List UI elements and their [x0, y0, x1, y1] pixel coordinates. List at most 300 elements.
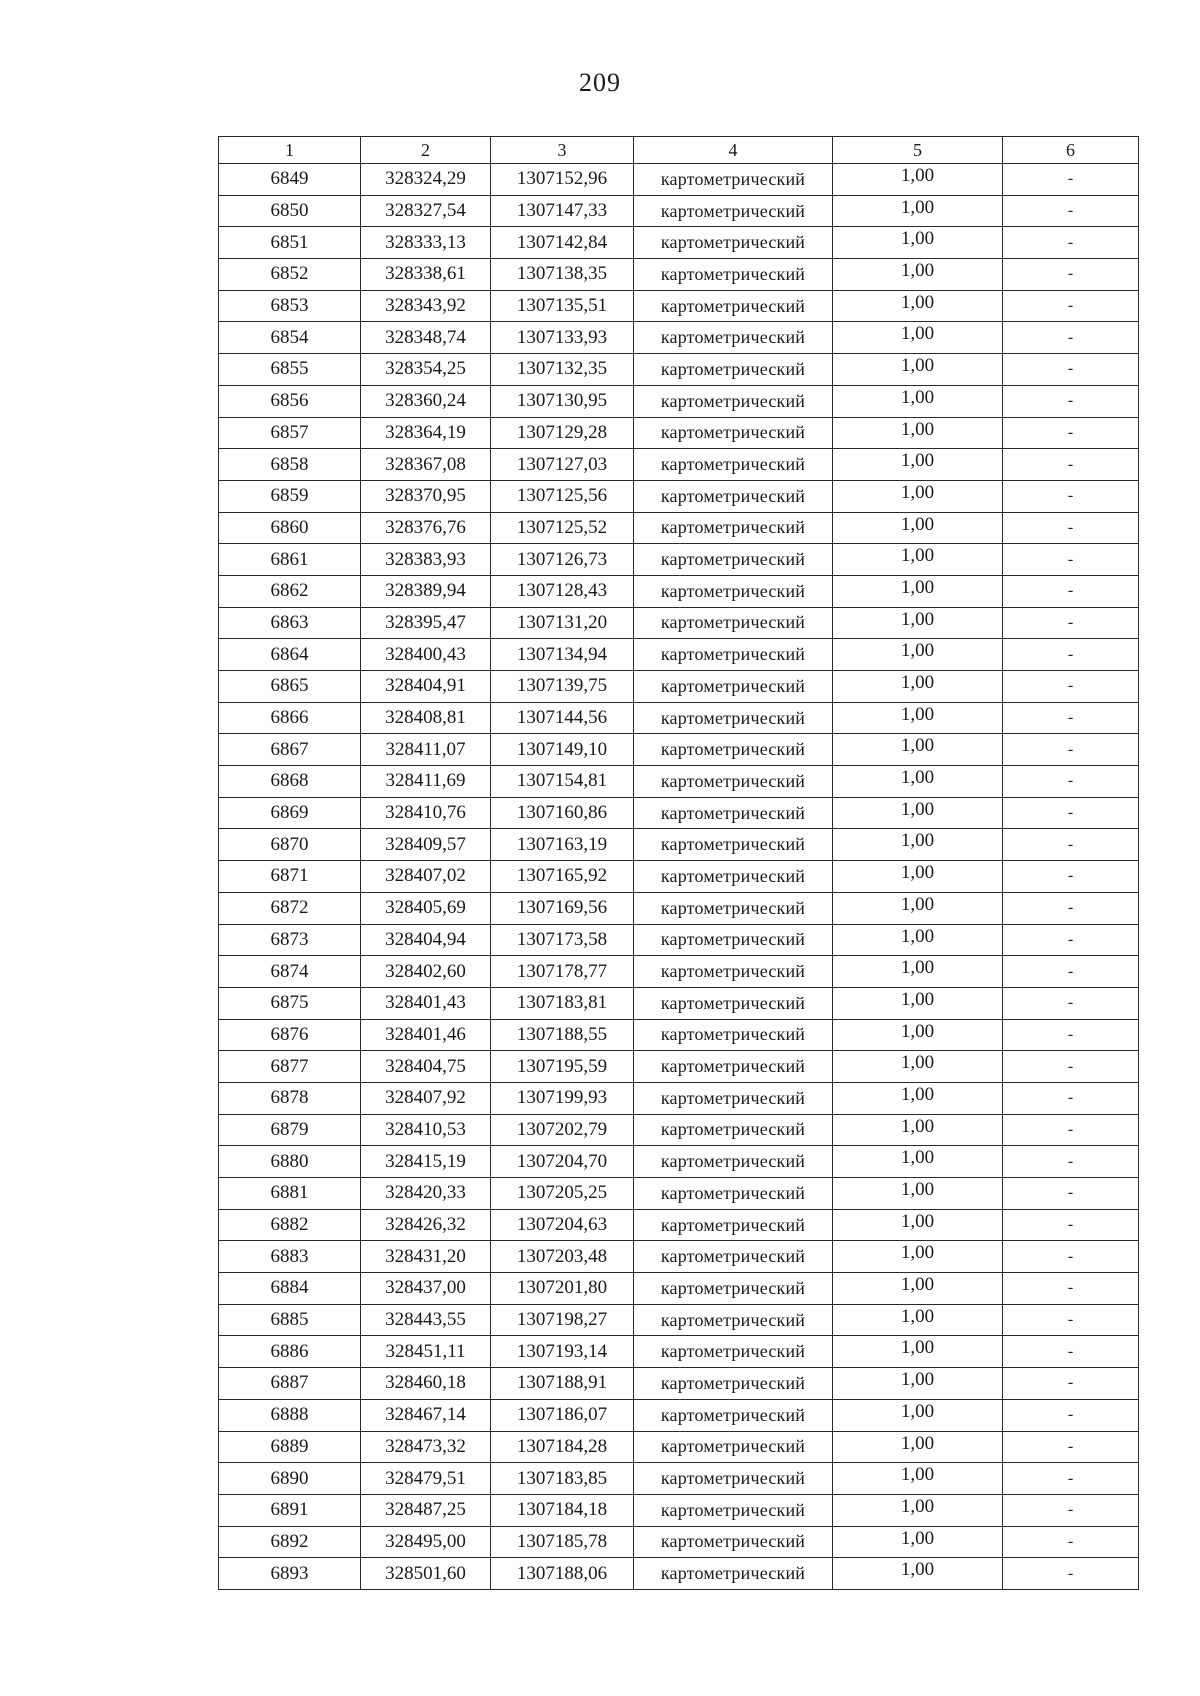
accuracy-cell: 1,00	[833, 385, 1003, 417]
accuracy-cell: 1,00	[833, 702, 1003, 734]
y-coordinate-cell: 1307183,85	[491, 1463, 634, 1495]
accuracy-cell: 1,00	[833, 1114, 1003, 1146]
note-cell: -	[1003, 702, 1139, 734]
method-cell: картометрический	[634, 512, 833, 544]
point-number-cell: 6860	[219, 512, 361, 544]
point-number-cell: 6849	[219, 164, 361, 196]
point-number-cell: 6858	[219, 449, 361, 481]
accuracy-cell: 1,00	[833, 195, 1003, 227]
x-coordinate-cell: 328495,00	[361, 1526, 491, 1558]
table-row	[219, 1082, 1139, 1114]
method-cell: картометрический	[634, 956, 833, 988]
method-cell: картометрический	[634, 259, 833, 291]
y-coordinate-cell: 1307205,25	[491, 1178, 634, 1210]
method-cell: картометрический	[634, 1241, 833, 1273]
accuracy-cell: 1,00	[833, 987, 1003, 1019]
method-cell: картометрический	[634, 1273, 833, 1305]
x-coordinate-cell: 328410,53	[361, 1114, 491, 1146]
y-coordinate-cell: 1307195,59	[491, 1051, 634, 1083]
column-header-1: 1	[219, 137, 361, 164]
point-number-cell: 6862	[219, 575, 361, 607]
table-row	[219, 1336, 1139, 1368]
note-cell: -	[1003, 1019, 1139, 1051]
point-number-cell: 6853	[219, 290, 361, 322]
point-number-cell: 6878	[219, 1082, 361, 1114]
x-coordinate-cell: 328376,76	[361, 512, 491, 544]
y-coordinate-cell: 1307154,81	[491, 766, 634, 798]
accuracy-cell: 1,00	[833, 1146, 1003, 1178]
table-row	[219, 480, 1139, 512]
accuracy-cell: 1,00	[833, 861, 1003, 893]
point-number-cell: 6877	[219, 1051, 361, 1083]
table-row	[219, 164, 1139, 196]
y-coordinate-cell: 1307147,33	[491, 195, 634, 227]
x-coordinate-cell: 328343,92	[361, 290, 491, 322]
method-cell: картометрический	[634, 1431, 833, 1463]
column-header-6: 6	[1003, 137, 1139, 164]
table-row	[219, 195, 1139, 227]
method-cell: картометрический	[634, 1494, 833, 1526]
x-coordinate-cell: 328467,14	[361, 1399, 491, 1431]
point-number-cell: 6885	[219, 1304, 361, 1336]
table-row	[219, 1178, 1139, 1210]
x-coordinate-cell: 328426,32	[361, 1209, 491, 1241]
method-cell: картометрический	[634, 829, 833, 861]
note-cell: -	[1003, 1241, 1139, 1273]
table-row	[219, 1526, 1139, 1558]
column-header-5: 5	[833, 137, 1003, 164]
y-coordinate-cell: 1307163,19	[491, 829, 634, 861]
accuracy-cell: 1,00	[833, 766, 1003, 798]
x-coordinate-cell: 328408,81	[361, 702, 491, 734]
table-row	[219, 1463, 1139, 1495]
method-cell: картометрический	[634, 1399, 833, 1431]
method-cell: картометрический	[634, 924, 833, 956]
method-cell: картометрический	[634, 195, 833, 227]
point-number-cell: 6859	[219, 480, 361, 512]
table-body	[219, 164, 1139, 1590]
point-number-cell: 6884	[219, 1273, 361, 1305]
point-number-cell: 6880	[219, 1146, 361, 1178]
table-row	[219, 259, 1139, 291]
x-coordinate-cell: 328501,60	[361, 1558, 491, 1590]
method-cell: картометрический	[634, 575, 833, 607]
accuracy-cell: 1,00	[833, 290, 1003, 322]
x-coordinate-cell: 328402,60	[361, 956, 491, 988]
point-number-cell: 6888	[219, 1399, 361, 1431]
point-number-cell: 6861	[219, 544, 361, 576]
point-number-cell: 6863	[219, 607, 361, 639]
point-number-cell: 6857	[219, 417, 361, 449]
coordinates-table	[218, 136, 1139, 1590]
point-number-cell: 6872	[219, 892, 361, 924]
accuracy-cell: 1,00	[833, 1336, 1003, 1368]
table-row	[219, 290, 1139, 322]
method-cell: картометрический	[634, 1526, 833, 1558]
accuracy-cell: 1,00	[833, 1526, 1003, 1558]
method-cell: картометрический	[634, 227, 833, 259]
point-number-cell: 6854	[219, 322, 361, 354]
accuracy-cell: 1,00	[833, 1494, 1003, 1526]
method-cell: картометрический	[634, 1558, 833, 1590]
y-coordinate-cell: 1307125,56	[491, 480, 634, 512]
point-number-cell: 6874	[219, 956, 361, 988]
method-cell: картометрический	[634, 1051, 833, 1083]
y-coordinate-cell: 1307126,73	[491, 544, 634, 576]
y-coordinate-cell: 1307144,56	[491, 702, 634, 734]
table-row	[219, 1209, 1139, 1241]
y-coordinate-cell: 1307134,94	[491, 639, 634, 671]
page-number: 209	[579, 68, 621, 97]
method-cell: картометрический	[634, 1082, 833, 1114]
y-coordinate-cell: 1307160,86	[491, 797, 634, 829]
accuracy-cell: 1,00	[833, 797, 1003, 829]
note-cell: -	[1003, 956, 1139, 988]
table-row	[219, 1051, 1139, 1083]
method-cell: картометрический	[634, 449, 833, 481]
x-coordinate-cell: 328420,33	[361, 1178, 491, 1210]
note-cell: -	[1003, 354, 1139, 386]
method-cell: картометрический	[634, 417, 833, 449]
y-coordinate-cell: 1307169,56	[491, 892, 634, 924]
x-coordinate-cell: 328401,46	[361, 1019, 491, 1051]
accuracy-cell: 1,00	[833, 1019, 1003, 1051]
note-cell: -	[1003, 892, 1139, 924]
note-cell: -	[1003, 671, 1139, 703]
x-coordinate-cell: 328333,13	[361, 227, 491, 259]
table-row	[219, 892, 1139, 924]
note-cell: -	[1003, 1399, 1139, 1431]
accuracy-cell: 1,00	[833, 575, 1003, 607]
table-row	[219, 734, 1139, 766]
y-coordinate-cell: 1307201,80	[491, 1273, 634, 1305]
point-number-cell: 6889	[219, 1431, 361, 1463]
accuracy-cell: 1,00	[833, 892, 1003, 924]
accuracy-cell: 1,00	[833, 417, 1003, 449]
note-cell: -	[1003, 195, 1139, 227]
method-cell: картометрический	[634, 1368, 833, 1400]
accuracy-cell: 1,00	[833, 1399, 1003, 1431]
method-cell: картометрический	[634, 385, 833, 417]
table-row	[219, 575, 1139, 607]
accuracy-cell: 1,00	[833, 1368, 1003, 1400]
y-coordinate-cell: 1307165,92	[491, 861, 634, 893]
method-cell: картометрический	[634, 354, 833, 386]
accuracy-cell: 1,00	[833, 354, 1003, 386]
accuracy-cell: 1,00	[833, 671, 1003, 703]
note-cell: -	[1003, 227, 1139, 259]
accuracy-cell: 1,00	[833, 956, 1003, 988]
y-coordinate-cell: 1307198,27	[491, 1304, 634, 1336]
method-cell: картометрический	[634, 1146, 833, 1178]
table-row	[219, 702, 1139, 734]
x-coordinate-cell: 328451,11	[361, 1336, 491, 1368]
table-row	[219, 956, 1139, 988]
x-coordinate-cell: 328348,74	[361, 322, 491, 354]
point-number-cell: 6855	[219, 354, 361, 386]
accuracy-cell: 1,00	[833, 1431, 1003, 1463]
x-coordinate-cell: 328460,18	[361, 1368, 491, 1400]
y-coordinate-cell: 1307188,06	[491, 1558, 634, 1590]
note-cell: -	[1003, 1463, 1139, 1495]
point-number-cell: 6890	[219, 1463, 361, 1495]
table-row	[219, 1114, 1139, 1146]
method-cell: картометрический	[634, 1463, 833, 1495]
note-cell: -	[1003, 766, 1139, 798]
note-cell: -	[1003, 607, 1139, 639]
point-number-cell: 6882	[219, 1209, 361, 1241]
x-coordinate-cell: 328431,20	[361, 1241, 491, 1273]
table-row	[219, 1494, 1139, 1526]
point-number-cell: 6871	[219, 861, 361, 893]
accuracy-cell: 1,00	[833, 734, 1003, 766]
method-cell: картометрический	[634, 766, 833, 798]
method-cell: картометрический	[634, 1019, 833, 1051]
note-cell: -	[1003, 1273, 1139, 1305]
method-cell: картометрический	[634, 1114, 833, 1146]
method-cell: картометрический	[634, 861, 833, 893]
note-cell: -	[1003, 449, 1139, 481]
method-cell: картометрический	[634, 322, 833, 354]
note-cell: -	[1003, 1146, 1139, 1178]
method-cell: картометрический	[634, 290, 833, 322]
table-row	[219, 671, 1139, 703]
accuracy-cell: 1,00	[833, 829, 1003, 861]
accuracy-cell: 1,00	[833, 639, 1003, 671]
note-cell: -	[1003, 417, 1139, 449]
point-number-cell: 6856	[219, 385, 361, 417]
x-coordinate-cell: 328400,43	[361, 639, 491, 671]
x-coordinate-cell: 328360,24	[361, 385, 491, 417]
y-coordinate-cell: 1307186,07	[491, 1399, 634, 1431]
accuracy-cell: 1,00	[833, 1558, 1003, 1590]
x-coordinate-cell: 328383,93	[361, 544, 491, 576]
table-row	[219, 354, 1139, 386]
accuracy-cell: 1,00	[833, 512, 1003, 544]
table-row	[219, 1241, 1139, 1273]
x-coordinate-cell: 328367,08	[361, 449, 491, 481]
x-coordinate-cell: 328327,54	[361, 195, 491, 227]
x-coordinate-cell: 328395,47	[361, 607, 491, 639]
point-number-cell: 6850	[219, 195, 361, 227]
accuracy-cell: 1,00	[833, 1209, 1003, 1241]
accuracy-cell: 1,00	[833, 449, 1003, 481]
accuracy-cell: 1,00	[833, 544, 1003, 576]
point-number-cell: 6851	[219, 227, 361, 259]
point-number-cell: 6852	[219, 259, 361, 291]
accuracy-cell: 1,00	[833, 164, 1003, 196]
point-number-cell: 6870	[219, 829, 361, 861]
header-row	[219, 137, 1139, 164]
note-cell: -	[1003, 1051, 1139, 1083]
y-coordinate-cell: 1307131,20	[491, 607, 634, 639]
accuracy-cell: 1,00	[833, 924, 1003, 956]
table-row	[219, 1399, 1139, 1431]
y-coordinate-cell: 1307132,35	[491, 354, 634, 386]
table-row	[219, 987, 1139, 1019]
table-row	[219, 449, 1139, 481]
x-coordinate-cell: 328473,32	[361, 1431, 491, 1463]
y-coordinate-cell: 1307184,28	[491, 1431, 634, 1463]
table-row	[219, 1431, 1139, 1463]
note-cell: -	[1003, 1209, 1139, 1241]
table-row	[219, 829, 1139, 861]
y-coordinate-cell: 1307125,52	[491, 512, 634, 544]
method-cell: картометрический	[634, 734, 833, 766]
table-row	[219, 322, 1139, 354]
point-number-cell: 6873	[219, 924, 361, 956]
y-coordinate-cell: 1307142,84	[491, 227, 634, 259]
x-coordinate-cell: 328410,76	[361, 797, 491, 829]
x-coordinate-cell: 328405,69	[361, 892, 491, 924]
point-number-cell: 6868	[219, 766, 361, 798]
y-coordinate-cell: 1307173,58	[491, 924, 634, 956]
y-coordinate-cell: 1307184,18	[491, 1494, 634, 1526]
note-cell: -	[1003, 259, 1139, 291]
point-number-cell: 6886	[219, 1336, 361, 1368]
note-cell: -	[1003, 1082, 1139, 1114]
note-cell: -	[1003, 1304, 1139, 1336]
y-coordinate-cell: 1307188,55	[491, 1019, 634, 1051]
note-cell: -	[1003, 1526, 1139, 1558]
table-row	[219, 607, 1139, 639]
x-coordinate-cell: 328389,94	[361, 575, 491, 607]
method-cell: картометрический	[634, 1336, 833, 1368]
x-coordinate-cell: 328415,19	[361, 1146, 491, 1178]
x-coordinate-cell: 328338,61	[361, 259, 491, 291]
point-number-cell: 6893	[219, 1558, 361, 1590]
note-cell: -	[1003, 1494, 1139, 1526]
note-cell: -	[1003, 544, 1139, 576]
accuracy-cell: 1,00	[833, 1304, 1003, 1336]
table-row	[219, 1304, 1139, 1336]
note-cell: -	[1003, 322, 1139, 354]
table-row	[219, 512, 1139, 544]
point-number-cell: 6864	[219, 639, 361, 671]
accuracy-cell: 1,00	[833, 1178, 1003, 1210]
accuracy-cell: 1,00	[833, 1273, 1003, 1305]
x-coordinate-cell: 328411,07	[361, 734, 491, 766]
table-row	[219, 639, 1139, 671]
y-coordinate-cell: 1307204,63	[491, 1209, 634, 1241]
table-row	[219, 1019, 1139, 1051]
point-number-cell: 6866	[219, 702, 361, 734]
x-coordinate-cell: 328437,00	[361, 1273, 491, 1305]
note-cell: -	[1003, 1368, 1139, 1400]
method-cell: картометрический	[634, 702, 833, 734]
point-number-cell: 6865	[219, 671, 361, 703]
table-row	[219, 797, 1139, 829]
x-coordinate-cell: 328401,43	[361, 987, 491, 1019]
x-coordinate-cell: 328370,95	[361, 480, 491, 512]
column-header-2: 2	[361, 137, 491, 164]
point-number-cell: 6891	[219, 1494, 361, 1526]
method-cell: картометрический	[634, 671, 833, 703]
y-coordinate-cell: 1307133,93	[491, 322, 634, 354]
x-coordinate-cell: 328407,92	[361, 1082, 491, 1114]
note-cell: -	[1003, 797, 1139, 829]
x-coordinate-cell: 328364,19	[361, 417, 491, 449]
table-row	[219, 544, 1139, 576]
x-coordinate-cell: 328404,91	[361, 671, 491, 703]
table-row	[219, 1368, 1139, 1400]
column-header-4: 4	[634, 137, 833, 164]
note-cell: -	[1003, 512, 1139, 544]
note-cell: -	[1003, 734, 1139, 766]
y-coordinate-cell: 1307203,48	[491, 1241, 634, 1273]
note-cell: -	[1003, 861, 1139, 893]
point-number-cell: 6883	[219, 1241, 361, 1273]
x-coordinate-cell: 328411,69	[361, 766, 491, 798]
x-coordinate-cell: 328324,29	[361, 164, 491, 196]
note-cell: -	[1003, 290, 1139, 322]
y-coordinate-cell: 1307128,43	[491, 575, 634, 607]
accuracy-cell: 1,00	[833, 227, 1003, 259]
y-coordinate-cell: 1307139,75	[491, 671, 634, 703]
x-coordinate-cell: 328443,55	[361, 1304, 491, 1336]
table-header	[219, 137, 1139, 164]
method-cell: картометрический	[634, 1209, 833, 1241]
point-number-cell: 6879	[219, 1114, 361, 1146]
x-coordinate-cell: 328404,75	[361, 1051, 491, 1083]
accuracy-cell: 1,00	[833, 322, 1003, 354]
note-cell: -	[1003, 829, 1139, 861]
method-cell: картометрический	[634, 797, 833, 829]
note-cell: -	[1003, 480, 1139, 512]
note-cell: -	[1003, 1178, 1139, 1210]
accuracy-cell: 1,00	[833, 1463, 1003, 1495]
x-coordinate-cell: 328487,25	[361, 1494, 491, 1526]
point-number-cell: 6887	[219, 1368, 361, 1400]
method-cell: картометрический	[634, 639, 833, 671]
y-coordinate-cell: 1307130,95	[491, 385, 634, 417]
y-coordinate-cell: 1307135,51	[491, 290, 634, 322]
method-cell: картометрический	[634, 480, 833, 512]
y-coordinate-cell: 1307127,03	[491, 449, 634, 481]
x-coordinate-cell: 328404,94	[361, 924, 491, 956]
table-row	[219, 766, 1139, 798]
note-cell: -	[1003, 639, 1139, 671]
y-coordinate-cell: 1307138,35	[491, 259, 634, 291]
accuracy-cell: 1,00	[833, 1082, 1003, 1114]
table-row	[219, 227, 1139, 259]
y-coordinate-cell: 1307193,14	[491, 1336, 634, 1368]
x-coordinate-cell: 328354,25	[361, 354, 491, 386]
method-cell: картометрический	[634, 1304, 833, 1336]
method-cell: картометрический	[634, 164, 833, 196]
table-row	[219, 1146, 1139, 1178]
accuracy-cell: 1,00	[833, 1241, 1003, 1273]
table-row	[219, 1273, 1139, 1305]
table-row	[219, 924, 1139, 956]
y-coordinate-cell: 1307129,28	[491, 417, 634, 449]
y-coordinate-cell: 1307152,96	[491, 164, 634, 196]
accuracy-cell: 1,00	[833, 259, 1003, 291]
method-cell: картометрический	[634, 892, 833, 924]
y-coordinate-cell: 1307149,10	[491, 734, 634, 766]
y-coordinate-cell: 1307199,93	[491, 1082, 634, 1114]
table-row	[219, 1558, 1139, 1590]
point-number-cell: 6876	[219, 1019, 361, 1051]
point-number-cell: 6867	[219, 734, 361, 766]
y-coordinate-cell: 1307204,70	[491, 1146, 634, 1178]
method-cell: картометрический	[634, 607, 833, 639]
table-row	[219, 861, 1139, 893]
note-cell: -	[1003, 924, 1139, 956]
note-cell: -	[1003, 1114, 1139, 1146]
note-cell: -	[1003, 987, 1139, 1019]
note-cell: -	[1003, 1431, 1139, 1463]
